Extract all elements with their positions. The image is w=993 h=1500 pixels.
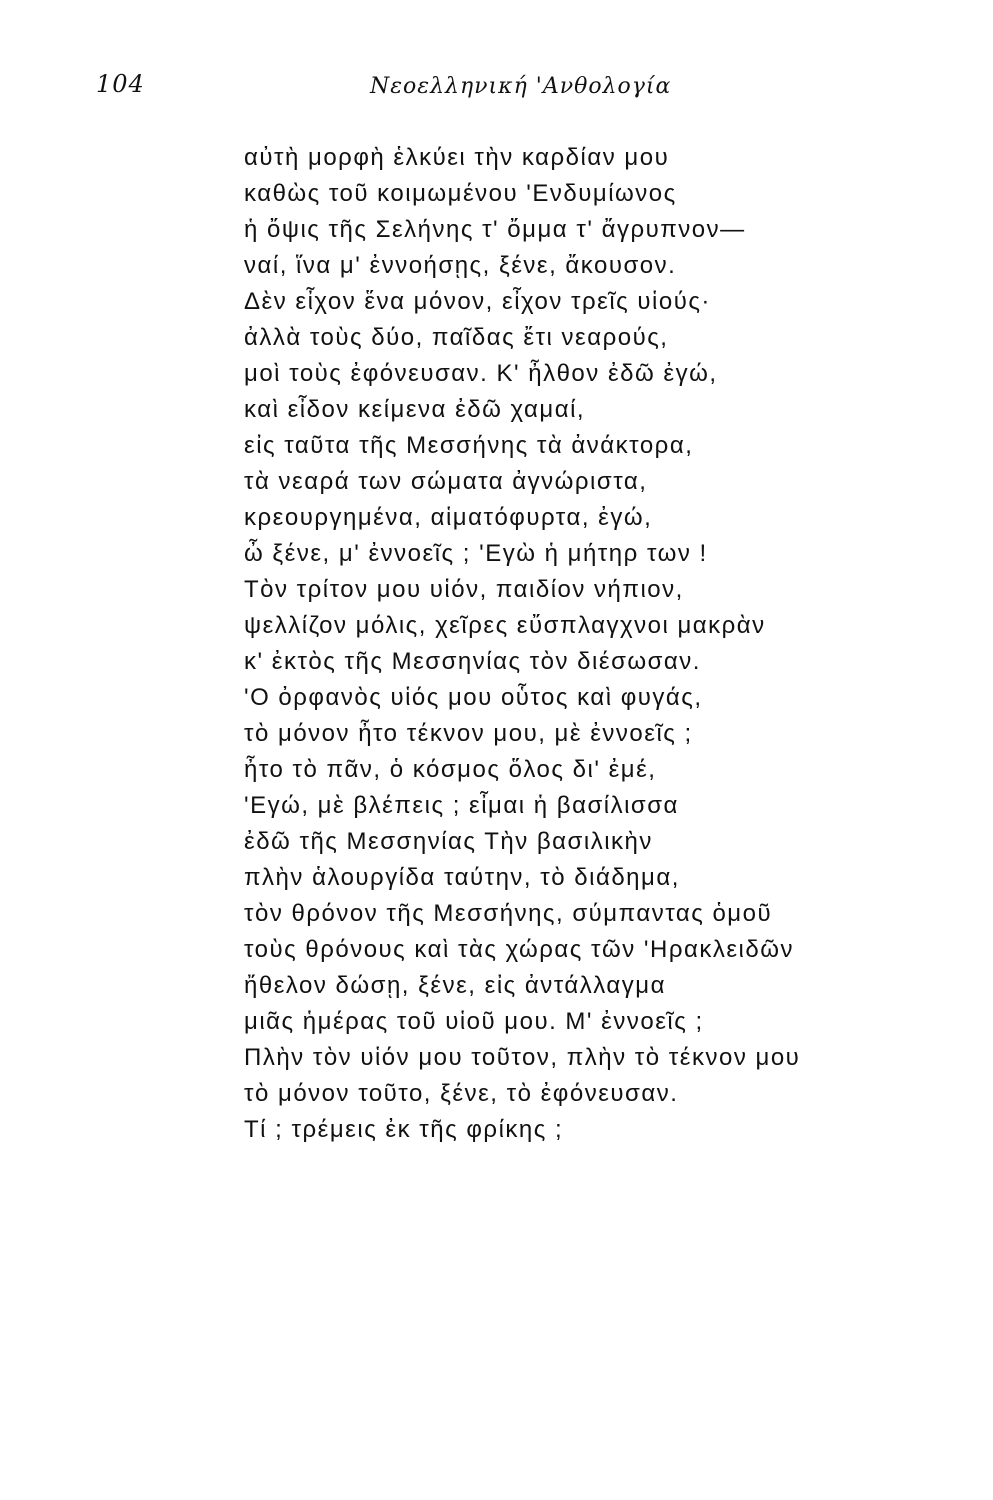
poem-line: κ' ἐκτὸς τῆς Μεσσηνίας τὸν διέσωσαν. (244, 648, 701, 675)
poem-line: κρεουργημένα, αἱματόφυρτα, ἐγώ, (244, 504, 653, 531)
poem-line: ἦτο τὸ πᾶν, ὁ κόσμος ὅλος δι' ἐμέ, (244, 756, 657, 783)
poem-line: 'Ο ὀρφανὸς υἱός μου οὗτος καὶ φυγάς, (244, 684, 703, 711)
poem-line: τὸ μόνον ἦτο τέκνον μου, μὲ ἐννοεῖς ; (244, 720, 693, 747)
poem-line: εἰς ταῦτα τῆς Μεσσήνης τὰ ἀνάκτορα, (244, 432, 694, 459)
poem-line: Πλὴν τὸν υἱόν μου τοῦτον, πλὴν τὸ τέκνον μου (244, 1044, 801, 1071)
poem-line: Τὸν τρίτον μου υἱόν, παιδίον νήπιον, (244, 576, 684, 603)
poem-line: ἡ ὄψις τῆς Σελήνης τ' ὄμμα τ' ἄγρυπνον— (244, 216, 746, 243)
poem-text (244, 140, 884, 1148)
poem-line: ὦ ξένε, μ' ἐννοεῖς ; 'Εγὼ ἡ μήτηρ των ! (244, 540, 708, 567)
poem-line: αὐτὴ μορφὴ ἑλκύει τὴν καρδίαν μου (244, 144, 670, 171)
poem-line: Δὲν εἶχον ἕνα μόνον, εἶχον τρεῖς υἱούς· (244, 288, 711, 315)
poem-line: ναί, ἵνα μ' ἐννοήσῃς, ξένε, ἄκουσον. (244, 252, 677, 279)
poem-line: τὸν θρόνον τῆς Μεσσήνης, σύμπαντας ὁμοῦ (244, 900, 773, 927)
page-number: 104 (96, 70, 145, 98)
book-title: Νεοελληνική 'Ανθολογία (370, 74, 672, 99)
poem-line: ψελλίζον μόλις, χεῖρες εὔσπλαγχνοι μακρὰν (244, 612, 766, 639)
poem-line: μιᾶς ἡμέρας τοῦ υἱοῦ μου. Μ' ἐννοεῖς ; (244, 1008, 704, 1035)
running-head (0, 66, 993, 106)
poem-line: τοὺς θρόνους καὶ τὰς χώρας τῶν 'Ηρακλειδῶν (244, 936, 794, 963)
poem-line: ἀλλὰ τοὺς δύο, παῖδας ἔτι νεαρούς, (244, 324, 669, 351)
poem-line: καθὼς τοῦ κοιμωμένου 'Ενδυμίωνος (244, 180, 677, 207)
poem-line: Τί ; τρέμεις ἐκ τῆς φρίκης ; (244, 1116, 564, 1143)
poem-line: τὰ νεαρά των σώματα ἀγνώριστα, (244, 468, 648, 495)
poem-line: πλὴν ἁλουργίδα ταύτην, τὸ διάδημα, (244, 864, 680, 891)
poem-line: τὸ μόνον τοῦτο, ξένε, τὸ ἐφόνευσαν. (244, 1080, 679, 1107)
poem-line: καὶ εἶδον κείμενα ἐδῶ χαμαί, (244, 396, 586, 423)
poem-line: 'Εγώ, μὲ βλέπεις ; εἶμαι ἡ βασίλισσα (244, 792, 679, 819)
poem-line: ἤθελον δώσῃ, ξένε, εἰς ἀντάλλαγμα (244, 972, 666, 999)
poem-line: μοὶ τοὺς ἐφόνευσαν. Κ' ἦλθον ἐδῶ ἐγώ, (244, 360, 718, 387)
poem-line: ἐδῶ τῆς Μεσσηνίας Τὴν βασιλικὴν (244, 828, 653, 855)
